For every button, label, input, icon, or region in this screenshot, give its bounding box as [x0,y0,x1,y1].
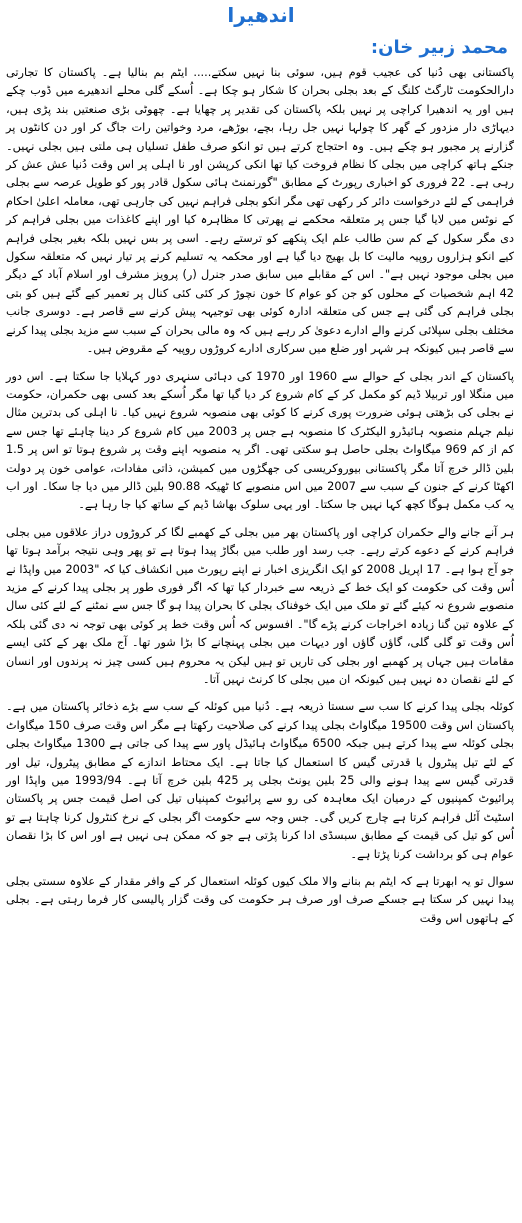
article-paragraph-2: پاکستان کے اندر بجلی کے حوالے سے 1960 اور 1970 کی دہائی سنہری دور کہلایا جا سکتا ہے۔ اس دور میں منگلا اور تربیلا ڈیم کو مکمل کر کے کام شروع کر دیا گیا تھا مگر اُسکے بعد کسی بھی حکمران، حکومت نے بجلی کی بڑھتی ہوئی ضرورت پوری کرنے کا کوئی بھی منصوبہ شروع نہیں کیا۔ نا اہلی کی بدترین مثال نیلم جہلم منصوبہ ہائیڈرو الیکٹرک کا منصوبہ ہے جس پر 2003 میں کام شروع کر دینا چاہئے تھا جس سے کم از کم 969 میگاواٹ بجلی حاصل ہو سکتی تھی۔ اگر یہ منصوبہ اپنے وقت پر شروع ہوتا تو اس پر 1.5 بلین ڈالر خرچ آتا مگر پاکستانی بیوروکریسی کی جھگڑوں میں کمیشن، ذاتی مفادات، عوامی خون پر دولت اکھٹا کرنے کے جنون کے سبب سے 2007 میں اس منصوبے کا ٹھیکہ 90.88 بلین ڈالر میں دیا جا سکا۔ اور اب یہ کب مکمل ہوگا کچھ کہا نہیں جا سکتا۔ اور یہی سلوک بھاشا ڈیم کے ساتھ کیا جا رہا ہے۔ [6,369,515,512]
article-paragraph-1: پاکستانی بھی دُنیا کی عجیب قوم ہیں، سوئی بنا نہیں سکتے..... ایٹم بم بنالیا ہے۔ پاکستان کا تجارتی دارالحکومت ٹارگٹ کلنگ کے بعد بجلی بحران کا شکار ہو چکا ہے۔ اُسکے گلی محلے اندھیرے میں ڈوب چکے ہیں اور یہ اندھیرا کراچی پر نہیں بلکہ پاکستان کی تقدیر پر چھایا ہے۔ چھوٹی بڑی صنعتیں بند پڑی ہیں، دیہاڑی دار مزدور کے گھر کا چولہا نہیں جل رہا، بچے، بوڑھے، مرد وخواتین رات جاگ کر اور دن کانٹوں پر گزارنے پر مجبور ہو چکے ہیں۔ وہ احتجاج کرتے ہیں تو انکو صرف طفل تسلیاں ہی ملتی ہیں بجلی نہیں۔ جنکے ہاتھ کراچی میں بجلی کا نظام فروخت کیا تھا انکی کرپشن اور نا اہلی پر اس وقت دُنیا عش عش کر رہی ہے۔ 22 فروری کو اخباری رپورٹ کے مطابق "گورنمنٹ ہائی سکول قادر پور کو طویل عرصہ سے بجلی فراہمی کے لئے درخواست دائر کر رکھی تھی مگر انکو بجلی فراہم نہیں کی جارہی تھی، معاملہ اعلیٰ احکام کے نوٹس میں لایا گیا جس پر متعلقہ محکمے نے پھرتی کا مظاہرہ کیا اور اپنے کاغذات میں بجلی فراہم کر دی مگر سکول کے کم سن طالب علم ایک پنکھے کو ترستے رہے۔ اسی پر بس نہیں بلکہ بغیر بجلی فراہم کیے انکو ہزاروں روپیہ مالیت کا بل بھیج دیا گیا ہے اور محکمہ یہ تسلیم کرنے پر تیار نہیں کہ متعلقہ سکول میں بجلی موجود نہیں ہے"۔ اس کے مقابلے میں سابق صدر جنرل (ر) پرویز مشرف اور اسلام آباد کے دیگر 42 اہم شخصیات کے محلوں کو جن کو عوام کا خون نچوڑ کر کئی کئی کنال پر تعمیر کیے گئے ہیں کو بتی بجلی فراہم کی گئی ہے جس کی متعلقہ ادارہ کوئی بھی توجیہہ پیش کرنے سے قاصر ہے۔ دوسری جانب مختلف بجلی سپلائی کرنے والے ادارے دعویٰ کر رہے ہیں کہ وہ مالی بحران کے سبب سے مزید بجلی پیدا کرنے سے قاصر ہیں کیونکہ ہر شہر اور ضلع میں سرکاری ادارے کروڑوں روپیہ کے مقروض ہیں۔ [6,66,514,356]
author-byline: محمد زبیر خان: [370,37,508,58]
article-title: اندھیرا [227,3,295,27]
article-paragraph-4: کوئلہ بجلی پیدا کرنے کا سب سے سستا ذریعہ ہے۔ دُنیا میں کوئلہ کے سب سے بڑے ذخائر پاکستان میں ہے۔ پاکستان اس وقت 19500 میگاواٹ بجلی پیدا کرنے کی صلاحیت رکھتا ہے مگر اس وقت صرف 150 میگاواٹ بجلی کوئلہ سے پیدا کرتے ہیں جبکہ 6500 میگاواٹ ہائیڈل پاور سے پیدا کی جاتی ہے 1300 میگاواٹ بجلی کے لئے تیل پیٹرول یا قدرتی گیس کا استعمال کیا جاتا ہے۔ ایک محتاط اندازے کے مطابق پیٹرول، تیل اور قدرتی گیس سے پیدا ہونے والی 25 بلین یونٹ بجلی پر 425 بلین خرچ آتا ہے۔ 1993/94 میں واپڈا اور پرائیوٹ کمپنیوں کے درمیان ایک معاہدہ کی رو سے پرائیوٹ کمپنیاں تیل کی اصل قیمت جس پر پاکستان اسٹیٹ آئل فراہم کرتا ہے چارج کریں گی۔ جس وجہ سے حکومت اگر بجلی کے نرخ کنٹرول کرنا چاہتا ہے تو اُس کو تیل کی قیمت کے مطابق سبسڈی ادا کرنا پڑتی ہے جو کہ ممکن ہی نہیں ہے اور اس کا بڑا نقصان عوام ہی کو برداشت کرنا پڑتا ہے۔ [6,700,514,861]
article-paragraph-3: ہر آنے جانے والے حکمران کراچی اور پاکستان بھر میں بجلی کے کھمبے لگا کر کروڑوں دراز علاقوں میں بجلی فراہم کرنے کے دعوے کرتے رہے۔ جب رسد اور طلب میں بگاڑ پیدا ہوتا ہے تو پھر وہی نتیجہ برآمد ہوتا تھا جو آج ہوا ہے۔ 17 اپریل 2008 کو ایک انگریزی اخبار نے اپنے رپورٹ میں انکشاف کیا کہ "2003 میں واپڈا نے اُس وقت کی حکومت کو ایک خط کے ذریعہ سے خبردار کیا تھا کہ اگر فوری طور پر بجلی پیدا کرنے کے مزید منصوبے شروع نہ کیئے گئے تو ملک میں ایک خوفناک بجلی کا بحران پیدا ہو گا جس سے نمٹنے کے لئے کئی سال کے علاوہ تین گنا زیادہ اخراجات کرنے پڑے گا"۔ افسوس کہ اُس وقت خط پر کوئی بھی توجہ نہ دی گئی بلکہ اُس وقت تو گلی گلی، گاؤں گاؤں اور دیہات میں بجلی پہنچانے کا بڑا شور تھا۔ آج ملک بھر کے کئی ایسے مقامات ہیں جہاں پر کھمبے اور بجلی کی تاریں تو ہیں لیکن یہ محروم ہیں کسی چیز نہ پرندوں اور انسان کے لئے نقصان دہ نہیں ہیں کیونکہ ان میں بجلی کا کرنٹ نہیں آتا۔ [6,525,514,686]
article-paragraph-5: سوال تو یہ ابھرتا ہے کہ ایٹم بم بنانے والا ملک کیوں کوئلہ استعمال کر کے وافر مقدار کے علاوہ سستی بجلی پیدا نہیں کر سکتا ہے جسکے صرف اور صرف ہر حکومت کی وقت گزار پالیسی کار فرما رہتی ہے۔ بجلی کے ہاتھوں اس وقت [6,875,514,925]
article-body [6,64,514,937]
